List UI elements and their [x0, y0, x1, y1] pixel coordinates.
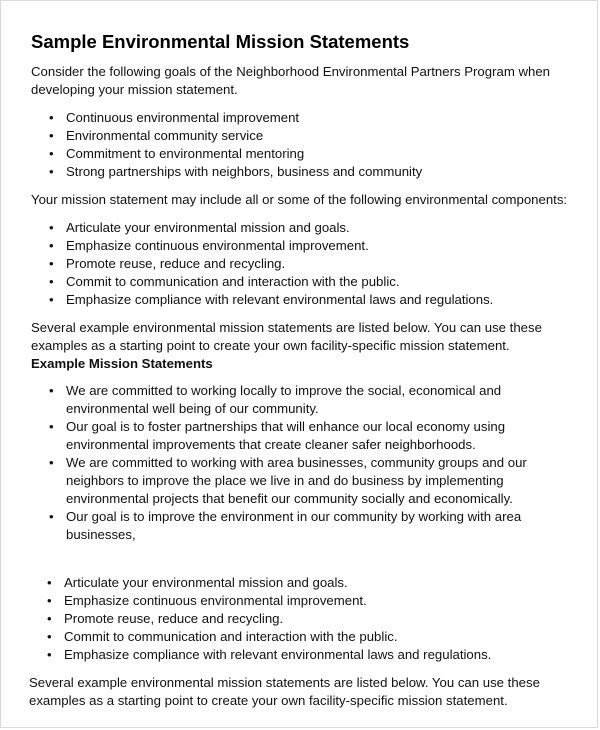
list-item: • We are committed to working locally to improve the social, economical and environmental well being of our community.: [49, 383, 502, 416]
examples-heading: Example Mission Statements: [31, 356, 213, 371]
list-item: • Continuous environmental improvement: [49, 110, 300, 125]
list-item: • Our goal is to improve the environment in our community by working with area businesses,: [49, 509, 522, 542]
bullet-icon: •: [49, 220, 54, 235]
list-item: • Promote reuse, reduce and recycling.: [49, 256, 286, 271]
list-item: • Our goal is to foster partnerships that will enhance our local economy using environmental improvements that create cleaner safer neighborhoods.: [49, 419, 506, 452]
list-item: • Promote reuse, reduce and recycling.: [47, 611, 284, 626]
list-item: • Emphasize continuous environmental improvement.: [47, 593, 367, 608]
list-item: • Commit to communication and interaction with the public.: [47, 629, 398, 644]
list-item: • We are committed to working with area businesses, community groups and our neighbors to improve the place we live in and do business by implementing environmental projects that benefit our community socially and economically.: [49, 455, 527, 506]
goals-list: [31, 109, 576, 181]
components-intro-paragraph: Your mission statement may include all or some of the following environmental components:: [31, 192, 568, 207]
bullet-icon: •: [47, 611, 52, 626]
components-list: [31, 219, 576, 309]
examples-list: [31, 382, 576, 544]
list-item: • Environmental community service: [49, 128, 264, 143]
outro-paragraph: Several example environmental mission statements are listed below. You can use these examples as a starting point to create your own facility-specific mission statement.: [29, 675, 540, 708]
document-content: [31, 31, 576, 710]
list-item: • Emphasize compliance with relevant environmental laws and regulations.: [47, 647, 492, 662]
bullet-icon: •: [47, 629, 52, 644]
bullet-icon: •: [47, 575, 52, 590]
bullet-icon: •: [47, 593, 52, 608]
bullet-icon: •: [47, 647, 52, 662]
components-list-repeat: [29, 574, 576, 664]
list-item: • Commit to communication and interaction with the public.: [49, 274, 400, 289]
bullet-icon: •: [49, 256, 54, 271]
bullet-icon: •: [49, 455, 54, 470]
bullet-icon: •: [49, 128, 54, 143]
bullet-icon: •: [49, 110, 54, 125]
page-title: Sample Environmental Mission Statements: [31, 31, 410, 52]
bullet-icon: •: [49, 383, 54, 398]
bullet-icon: •: [49, 164, 54, 179]
list-item: • Strong partnerships with neighbors, business and community: [49, 164, 423, 179]
intro-paragraph: Consider the following goals of the Neighborhood Environmental Partners Program when developing your mission statement.: [31, 64, 551, 97]
bullet-icon: •: [49, 274, 54, 289]
examples-intro-paragraph: Several example environmental mission statements are listed below. You can use these examples as a starting point to create your own facility-specific mission statement.: [31, 320, 542, 353]
bullet-icon: •: [49, 292, 54, 307]
bullet-icon: •: [49, 509, 54, 524]
list-item: • Articulate your environmental mission and goals.: [49, 220, 350, 235]
bullet-icon: •: [49, 238, 54, 253]
list-item: • Articulate your environmental mission and goals.: [47, 575, 348, 590]
bullet-icon: •: [49, 146, 54, 161]
list-item: • Emphasize continuous environmental improvement.: [49, 238, 369, 253]
list-item: • Commitment to environmental mentoring: [49, 146, 305, 161]
bullet-icon: •: [49, 419, 54, 434]
list-item: • Emphasize compliance with relevant environmental laws and regulations.: [49, 292, 494, 307]
